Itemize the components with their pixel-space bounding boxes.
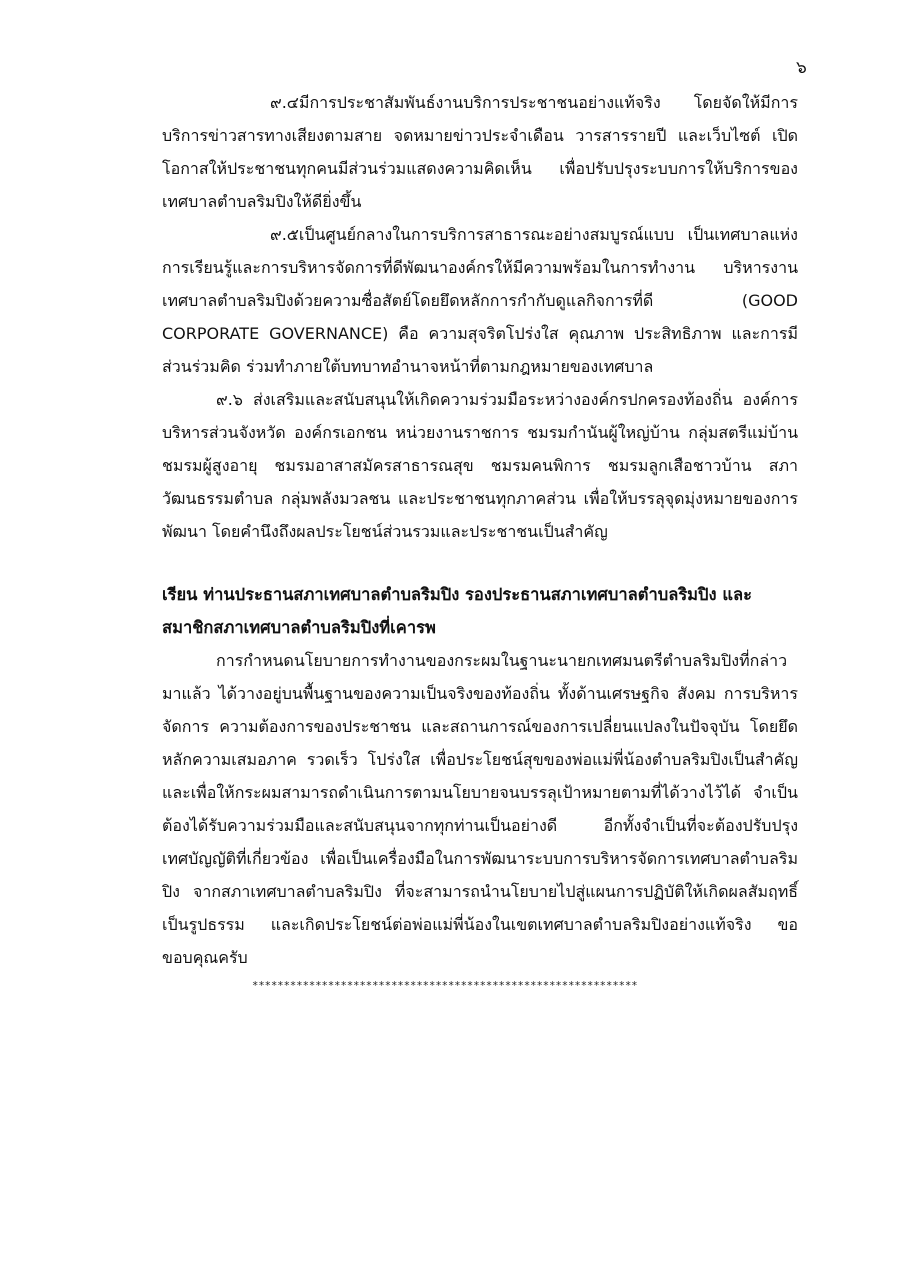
policy-item-number: ๙.๔ (270, 93, 299, 112)
asterisk-divider: ************************************************************* (252, 980, 638, 992)
policy-item-text: มีการประชาสัมพันธ์งานบริการประชาชนอย่างแท้จริง โดยจัดให้มีการบริการข่าวสารทางเสียงตามสาย จดหมายข่าวประจำเดือน วารสารรายปี และเว็บไซต์ เปิดโอกาสให้ประชาชนทุกคนมีส่วนร่วมแสดงความคิดเห็น เพื่อปรับปรุงระบบการให้บริการของเทศบาลตำบลริมปิงให้ดียิ่งขึ้น (162, 93, 798, 211)
policy-item-9-5 (162, 218, 798, 383)
page-number: ๖ (796, 58, 807, 78)
document-body (162, 86, 798, 992)
policy-item-number: ๙.๖ (216, 390, 243, 409)
salutation-heading: เรียน ท่านประธานสภาเทศบาลตำบลริมปิง รองประธานสภาเทศบาลตำบลริมปิง และสมาชิกสภาเทศบาลตำบลริมปิงที่เคารพ (162, 585, 752, 637)
closing-paragraph: การกำหนดนโยบายการทำงานของกระผมในฐานะนายกเทศมนตรีตำบลริมปิงที่กล่าวมาแล้ว ได้วางอยู่บนพื้นฐานของความเป็นจริงของท้องถิ่น ทั้งด้านเศรษฐกิจ สังคม การบริหารจัดการ ความต้องการของประชาชน และสถานการณ์ของการเปลี่ยนแปลงในปัจจุบัน โดยยึดหลักความเสมอภาค รวดเร็ว โปร่งใส เพื่อประโยชน์สุขของพ่อแม่พี่น้องตำบลริมปิงเป็นสำคัญ และเพื่อให้กระผมสามารถดำเนินการตามนโยบายจนบรรลุเป้าหมายตามที่ได้วางไว้ได้ จำเป็นต้องได้รับความร่วมมือและสนับสนุนจากทุกท่านเป็นอย่างดี อีกทั้งจำเป็นที่จะต้องปรับปรุงเทศบัญญัติที่เกี่ยวข้อง เพื่อเป็นเครื่องมือในการพัฒนาระบบการบริหารจัดการเทศบาลตำบลริมปิง จากสภาเทศบาลตำบลริมปิง ที่จะสามารถนำนโยบายไปสู่แผนการปฏิบัติให้เกิดผลสัมฤทธิ์ เป็นรูปธรรม และเกิดประโยชน์ต่อพ่อแม่พี่น้องในเขตเทศบาลตำบลริมปิงอย่างแท้จริง ขอขอบคุณครับ (162, 651, 798, 967)
policy-item-text: เป็นศูนย์กลางในการบริการสาธารณะอย่างสมบูรณ์แบบ เป็นเทศบาลแห่งการเรียนรู้และการบริหารจัดการที่ดีพัฒนาองค์กรให้มีความพร้อมในการทำงาน บริหารงานเทศบาลตำบลริมปิงด้วยความซื่อสัตย์โดยยึดหลักการกำกับดูแลกิจการที่ดี (GOOD CORPORATE GOVERNANCE) คือ ความสุจริตโปร่งใส คุณภาพ ประสิทธิภาพ และการมีส่วนร่วมคิด ร่วมทำภายใต้บทบาทอำนาจหน้าที่ตามกฎหมายของเทศบาล (162, 225, 798, 376)
policy-item-9-4 (162, 86, 798, 218)
policy-item-9-6 (162, 383, 798, 548)
policy-item-number: ๙.๕ (270, 225, 299, 244)
policy-item-text: ส่งเสริมและสนับสนุนให้เกิดความร่วมมือระหว่างองค์กรปกครองท้องถิ่น องค์การบริหารส่วนจังหวัด องค์กรเอกชน หน่วยงานราชการ ชมรมกำนันผู้ใหญ่บ้าน กลุ่มสตรีแม่บ้าน ชมรมผู้สูงอายุ ชมรมอาสาสมัครสาธารณสุข ชมรมคนพิการ ชมรมลูกเสือชาวบ้าน สภาวัฒนธรรมตำบล กลุ่มพลังมวลชน และประชาชนทุกภาคส่วน เพื่อให้บรรลุจุดมุ่งหมายของการพัฒนา โดยคำนึงถึงผลประโยชน์ส่วนรวมและประชาชนเป็นสำคัญ (162, 390, 798, 541)
